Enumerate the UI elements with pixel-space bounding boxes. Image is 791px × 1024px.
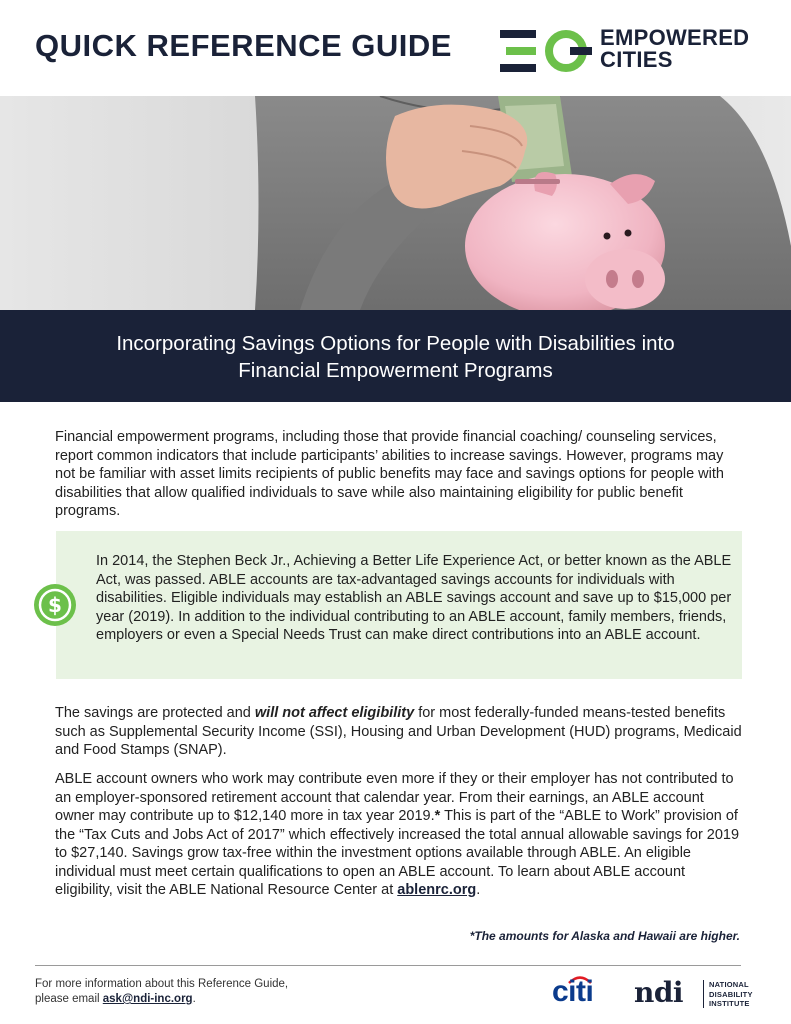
- able-to-work-text-2: This is part of the “ABLE to Work” provision of the “Tax Cuts and Jobs Act of 2017” which effectively increased the total annual allowable savings for 2019 to $27,140. Savings grow tax-free within the investment options available through ABLE. An eligible individual must meet certain qualifications to open an ABLE account. To learn about ABLE account eligibility, visit the ABLE National Resource Center at: [55, 808, 740, 898]
- ndi-logo-divider: [703, 980, 704, 1008]
- ablenrc-link[interactable]: ablenrc.org: [397, 882, 477, 898]
- empowered-cities-logo: [500, 26, 770, 76]
- contact-email-link[interactable]: ask@ndi-inc.org: [102, 993, 193, 1005]
- footer-contact: [35, 977, 365, 1007]
- footer-divider: [35, 965, 741, 966]
- piggy-bank-photo-icon: [0, 96, 791, 310]
- hero-photo: [0, 96, 791, 310]
- title-banner: [0, 310, 791, 402]
- document-title-line-2: Financial Empowerment Programs: [238, 359, 553, 382]
- eligibility-text-end: for most federally-funded means-tested benefits such as Supplemental Security Income (SSI), Housing and Urban Development (HUD) programs, Medicaid and Food Stamps (SNAP).: [55, 705, 742, 758]
- footer-email-suffix: .: [192, 993, 196, 1005]
- ndi-logo: ndi: [634, 976, 684, 1009]
- footer-email-prefix: please email: [35, 993, 103, 1005]
- footnote: *The amounts for Alaska and Hawaii are higher.: [469, 929, 740, 943]
- brand-line-1: EMPOWERED: [600, 25, 750, 50]
- ndi-sub-1: NATIONAL: [709, 980, 749, 989]
- eligibility-emphasis: will not affect eligibility: [254, 705, 415, 721]
- ndi-sub-3: INSTITUTE: [709, 999, 750, 1008]
- document-title-line-1: Incorporating Savings Options for People with Disabilities into: [116, 332, 675, 355]
- eligibility-text-start: The savings are protected and: [55, 705, 255, 721]
- able-to-work-text-1: ABLE account owners who work may contribute even more if they or their employer has not contributed to an employer-sponsored retirement account that calendar year. From their earnings, an ABLE account owner may contribute up to $12,140 more in tax year 2019.: [55, 771, 734, 824]
- intro-paragraph: Financial empowerment programs, including those that provide financial coaching/ counseling services, report common indicators that include participants’ abilities to increase savings. However, programs may not be familiar with asset limits recipients of public benefits may face and savings options for people with disabilities that allow qualified individuals to save while also maintaining eligibility for public benefit programs.: [55, 429, 724, 519]
- eligibility-paragraph: [55, 704, 745, 760]
- citi-logo: citi: [552, 975, 594, 1008]
- able-to-work-paragraph: [55, 770, 745, 900]
- svg-text:$: $: [48, 593, 62, 617]
- document-title: [40, 330, 751, 384]
- footnote-marker: *: [434, 808, 441, 824]
- ndi-sub-2: DISABILITY: [709, 989, 753, 999]
- brand-line-2: CITIES: [600, 47, 673, 72]
- page-header: [0, 0, 791, 96]
- guide-title: QUICK REFERENCE GUIDE: [35, 28, 452, 63]
- footer-line-2: [35, 992, 365, 1007]
- dollar-coin-icon: [33, 583, 77, 627]
- ndi-logo-subtitle: [709, 980, 769, 1009]
- brand-name: [600, 27, 749, 71]
- callout-text: In 2014, the Stephen Beck Jr., Achieving a Better Life Experience Act, or better known as the ABLE Act, was passed. ABLE accounts are tax-advantaged savings accounts for individuals with disabilities. Eligible individuals may establish an ABLE savings account and save up to $15,000 per year (2019). In addition to the individual contributing to an ABLE account, family members, friends, employers or even a Special Needs Trust can make direct contributions into an ABLE account.: [96, 553, 732, 643]
- footer-line-1: For more information about this Reference Guide,: [35, 978, 289, 990]
- empowered-cities-mark-icon: [500, 30, 592, 72]
- able-to-work-text-end: .: [476, 882, 481, 898]
